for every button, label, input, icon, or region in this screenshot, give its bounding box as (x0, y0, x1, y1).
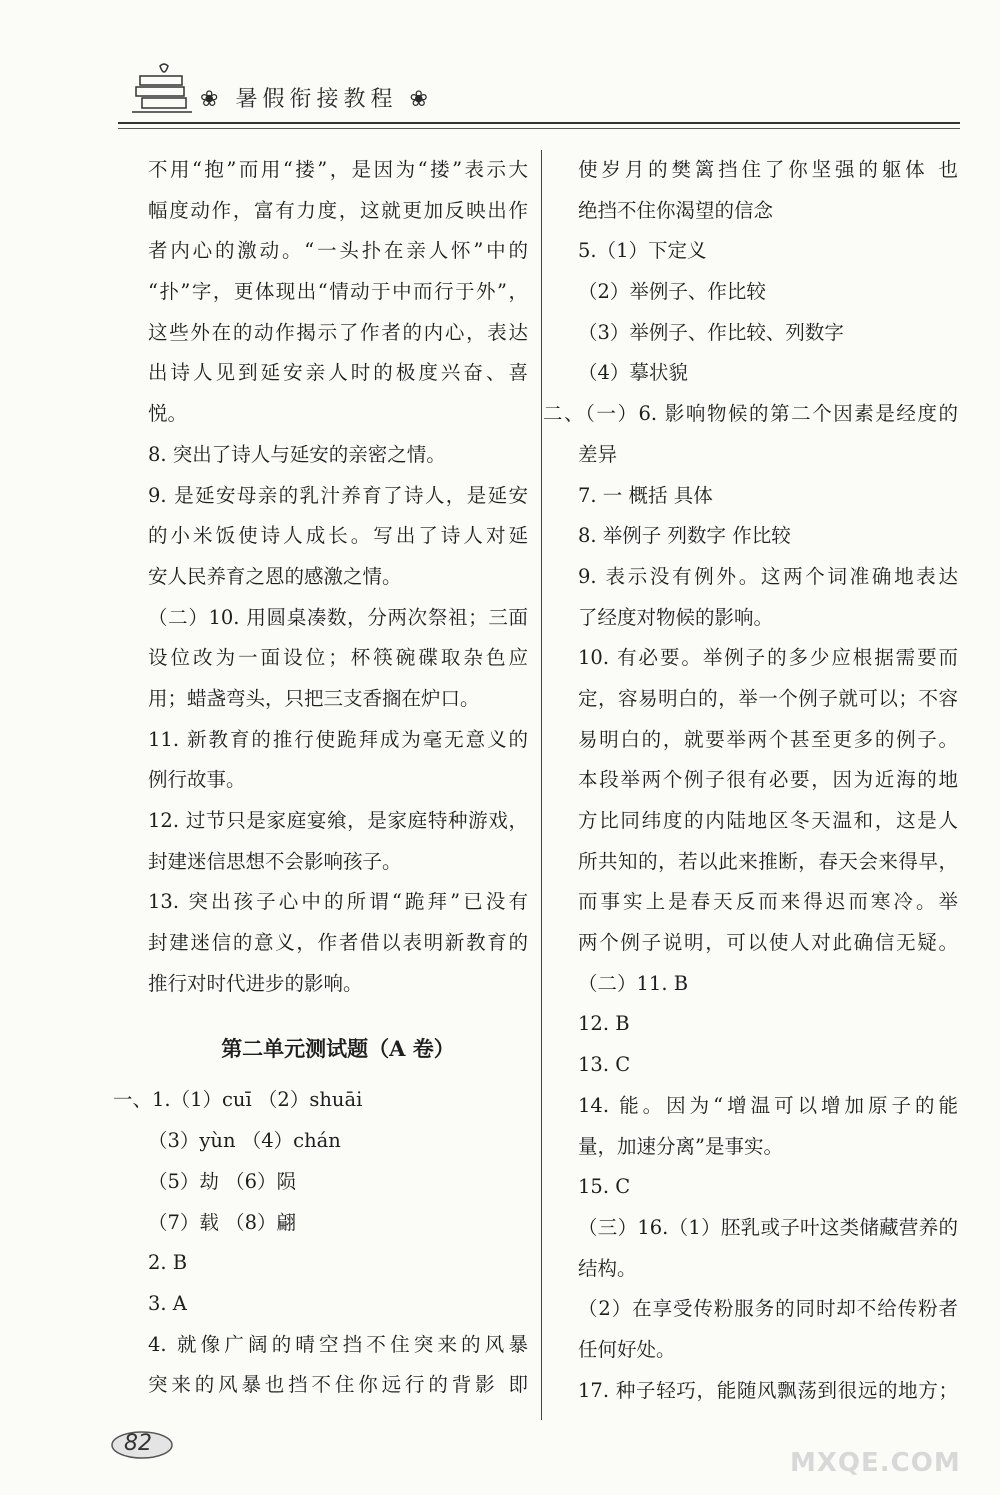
answer-line: 12. B (578, 1012, 630, 1036)
text-line: 推行对时代进步的影响。 (148, 971, 363, 995)
text-line: 差异 (578, 442, 618, 466)
text-line: 用；蜡盏弯头，只把三支香搁在炉口。 (148, 686, 480, 710)
answer-line: （二）11. B (578, 971, 689, 995)
text-line: 绝挡不住你渴望的信念 (578, 198, 774, 222)
answer-line: （3）举例子、作比较、列数字 (578, 320, 844, 344)
text-line: 任何好处。 (578, 1337, 676, 1361)
page-number (110, 1430, 174, 1460)
text-line: 者内心的激动。“一头扑在亲人怀”中的 (148, 239, 528, 263)
answer-line: 11. 新教育的推行使跪拜成为毫无意义的 (148, 727, 528, 751)
text-line: 本段举两个例子很有必要，因为近海的地 (578, 768, 958, 792)
answer-line: （三）16.（1）胚乳或子叶这类储藏营养的 (578, 1215, 958, 1239)
flower-icon: ❀ (409, 87, 433, 112)
text-line: 不用“抱”而用“搂”，是因为“搂”表示大 (148, 158, 528, 181)
answer-line: 13. C (578, 1053, 631, 1077)
text-line: 的小米饭使诗人成长。写出了诗人对延 (148, 524, 528, 548)
text-line: 使岁月的樊篱挡住了你坚强的躯体 也 (578, 158, 958, 181)
text-line: 例行故事。 (148, 768, 246, 792)
answer-line: （4）摹状貌 (578, 361, 688, 385)
answer-line: （二）10. 用圆桌凑数，分两次祭祖；三面 (148, 605, 528, 629)
answer-line: 3. A (148, 1291, 187, 1315)
text-line: 两个例子说明，可以使人对此确信无疑。 (578, 931, 958, 955)
answer-line: 13. 突出孩子心中的所谓“跪拜”已没有 (148, 890, 528, 914)
text-line: 结构。 (578, 1256, 637, 1280)
answer-line: 8. 举例子 列数字 作比较 (578, 524, 791, 548)
answer-line: （5）劫 （6）陨 (148, 1169, 297, 1193)
answer-line: 17. 种子轻巧，能随风飘荡到很远的地方； (578, 1378, 958, 1402)
answer-line: 14. 能。因为“增温可以增加原子的能 (578, 1093, 958, 1117)
text-line: 悦。 (148, 402, 188, 426)
header-title (200, 82, 433, 113)
text-line: 了经度对物候的影响。 (578, 605, 774, 629)
answer-line: 8. 突出了诗人与延安的亲密之情。 (148, 442, 446, 466)
answer-line: （7）载 （8）翩 (148, 1210, 297, 1234)
right-column (543, 150, 958, 1411)
answer-line: 10. 有必要。举例子的多少应根据需要而 (578, 646, 958, 670)
column-divider (541, 150, 542, 1420)
answer-line: 7. 一 概括 具体 (578, 483, 713, 507)
answer-line: （2）在享受传粉服务的同时却不给传粉者 (578, 1297, 958, 1321)
text-line: 这些外在的动作揭示了作者的内心，表达 (148, 320, 528, 344)
text-line: 出诗人见到延安亲人时的极度兴奋、喜 (148, 361, 528, 385)
text-line: “扑”字，更体现出“情动于中而行于外”， (148, 280, 528, 304)
answer-line: 二、（一）6. 影响物候的第二个因素是经度的 (543, 402, 958, 426)
answer-line: 12. 过节只是家庭宴飨，是家庭特种游戏， (148, 809, 528, 832)
answer-line: 一、1.（1）cuī （2）shuāi (113, 1088, 363, 1112)
text-line: 幅度动作，富有力度，这就更加反映出作 (148, 198, 528, 222)
text-line: 突来的风暴也挡不住你远行的背影 即 (148, 1373, 528, 1397)
text-line: 而事实上是春天反而来得迟而寒冷。举 (578, 890, 958, 914)
header-rule-thin (118, 128, 960, 129)
text-line: 安人民养育之恩的感激之情。 (148, 564, 402, 588)
text-line: 封建迷信思想不会影响孩子。 (148, 849, 402, 873)
watermark (770, 1390, 990, 1490)
text-line: 方比同纬度的内陆地区冬天温和，这是人 (578, 809, 958, 832)
answer-line: 2. B (148, 1251, 188, 1275)
answer-line: 5.（1）下定义 (578, 239, 707, 263)
text-line: 量，加速分离”是事实。 (578, 1134, 783, 1158)
page-number-text: 82 (124, 1431, 152, 1456)
header-rule (118, 122, 960, 124)
text-line: 易明白的，就要举两个甚至更多的例子。 (578, 727, 958, 751)
answer-line: （3）yùn （4）chán (148, 1129, 341, 1153)
left-column (113, 150, 528, 1406)
text-line: 封建迷信的意义，作者借以表明新教育的 (148, 931, 528, 955)
text-line: 设位改为一面设位；杯筷碗碟取杂色应 (148, 646, 528, 670)
text-line: 所共知的，若以此来推断，春天会来得早， (578, 849, 958, 873)
header-title-text: 暑假衔接教程 (235, 87, 398, 112)
answer-line: 15. C (578, 1175, 631, 1199)
books-icon (132, 62, 196, 118)
answer-line: 9. 是延安母亲的乳汁养育了诗人，是延安 (148, 483, 528, 507)
text-line: 定，容易明白的，举一个例子就可以；不容 (578, 686, 958, 710)
page-header (118, 60, 960, 135)
flower-icon: ❀ (200, 87, 224, 112)
section-title: 第二单元测试题（A 卷） (221, 1036, 455, 1062)
answer-line: 9. 表示没有例外。这两个词准确地表达 (578, 564, 958, 588)
answer-line: （2）举例子、作比较 (578, 280, 766, 304)
answer-line: 4. 就像广阔的晴空挡不住突来的风暴 (148, 1332, 528, 1356)
watermark-text: MXQE.COM (790, 1448, 961, 1478)
